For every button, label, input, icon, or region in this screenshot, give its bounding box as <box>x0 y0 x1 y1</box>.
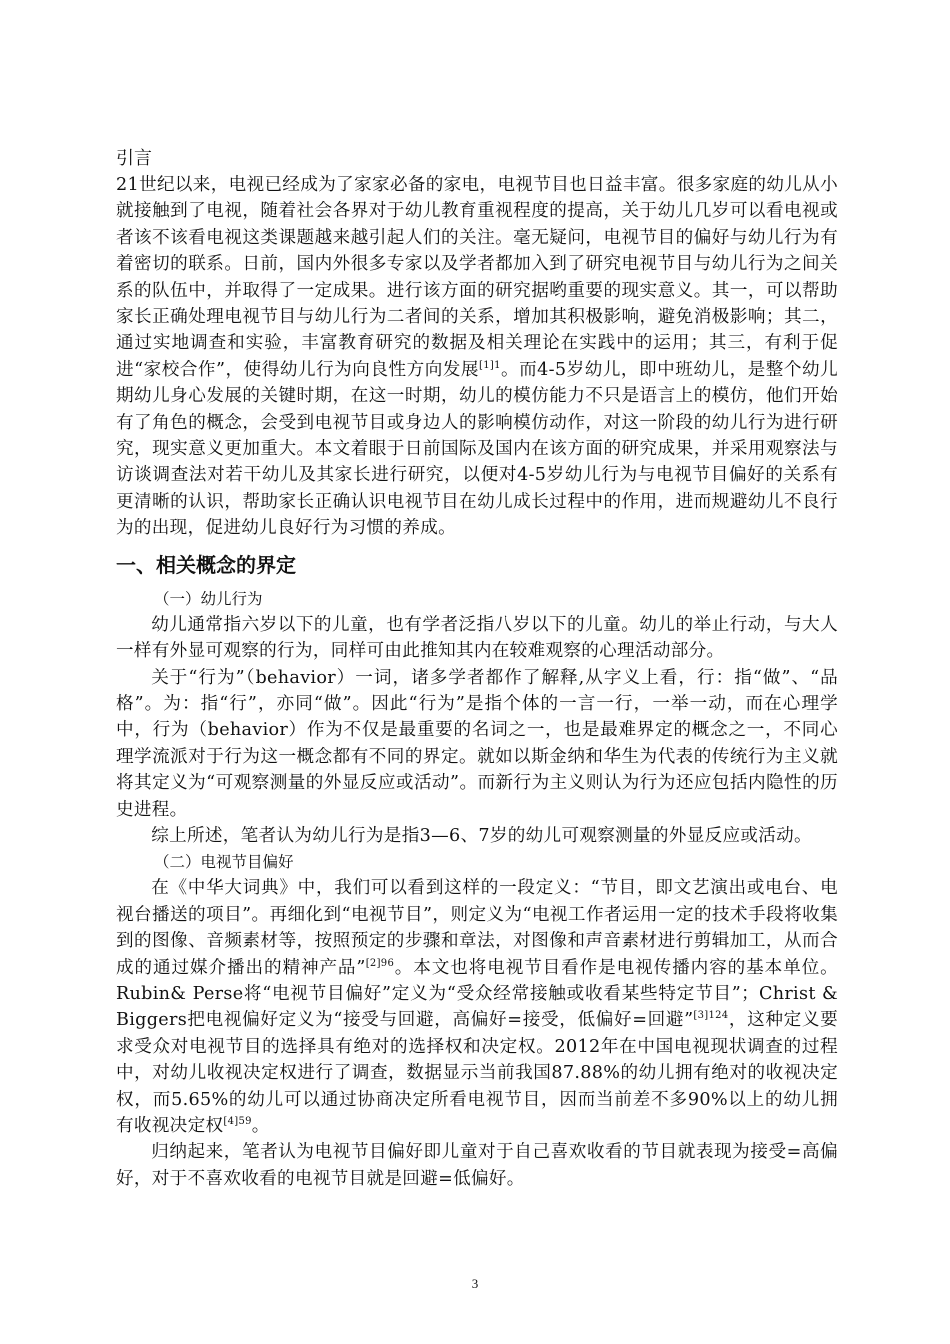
page-number: 3 <box>471 1276 479 1291</box>
subsection-heading-tv-preference: （二）电视节目偏好 <box>154 853 294 872</box>
page-content <box>116 146 838 1192</box>
child-behavior-paragraph-2: 关于“行为”（behavior）一词，诸多学者都作了解释,从字义上看，行：指“做”、“品格”。为：指“行”，亦同“做”。因此“行为”是指个体的一言一行，一举一动，而在心理学中，行为（behavior）作为不仅是最重要的名词之一，也是最难界定的概念之一，不同心理学流派对于行为这一概念都有不同的界定。就如以斯金纳和华生为代表的传统行为主义就将其定义为“可观察测量的外显反应或活动”。而新行为主义则认为行为还应包括内隐性的历史进程。 <box>116 667 838 820</box>
tv-preference-paragraph-2: 归纳起来，笔者认为电视节目偏好即儿童对于自己喜欢收看的节目就表现为接受=高偏好，对于不喜欢收看的电视节目就是回避=低偏好。 <box>116 1142 838 1189</box>
citation-2: [2]96 <box>365 957 395 969</box>
citation-3: [3]124 <box>693 1010 729 1022</box>
tv-pref-text-a: 在《中华大词典》中，我们可以看到这样的一段定义：“节目，即文艺演出或电台、电视台播送的项目”。再细化到“电视节目”，则定义为“电视工作者运用一定的技术手段将收集到的图像、音频素材等，按照预定的步骤和章法，对图像和声音素材进行剪辑加工，从而合成的通过媒介播出的精神产品” <box>116 878 838 978</box>
citation-1: [1]1 <box>479 359 501 371</box>
child-behavior-paragraph-1: 幼儿通常指六岁以下的儿童，也有学者泛指八岁以下的儿童。幼儿的举止行动，与大人一样有外显可观察的行为，同样可由此推知其内在较难观察的心理活动部分。 <box>116 614 838 662</box>
citation-4: [4]59 <box>223 1116 252 1128</box>
section-heading: 一、相关概念的界定 <box>116 552 296 577</box>
child-behavior-paragraph-3: 综上所述，笔者认为幼儿行为是指3—6、7岁的幼儿可观察测量的外显反应或活动。 <box>151 825 812 846</box>
tv-pref-text-b: 。本文也将电视节目看作是电视传播内容的基本单位。Rubin& Perse将“电视节目偏好”定义为“受众经常接触或收看某些特定节目”；Christ & Biggers把电视偏好定义为“接受与回避，高偏好=接受，低偏好=回避” <box>116 957 838 1031</box>
intro-text-part-b: 。而4-5岁幼儿，即中班幼儿，是整个幼儿期幼儿身心发展的关键时期，在这一时期，幼儿的模仿能力不只是语言上的模仿，他们开始有了角色的概念，会受到电视节目或身边人的影响模仿动作，对这一阶段的幼儿行为进行研究，现实意义更加重大。本文着眼于日前国际及国内在该方面的研究成果，并采用观察法与访谈调查法对若干幼儿及其家长进行研究，以便对4-5岁幼儿行为与电视节目偏好的关系有更清晰的认识，帮助家长正确认识电视节目在幼儿成长过程中的作用，进而规避幼儿不良行为的出现，促进幼儿良好行为习惯的养成。 <box>116 359 838 539</box>
tv-pref-text-c: ，这种定义要求受众对电视节目的选择具有绝对的选择权和决定权。2012年在中国电视现状调查的过程中，对幼儿收视决定权进行了调查，数据显示当前我国87.88%的幼儿拥有绝对的收视决定权，而5.65%的幼儿可以通过协商决定所看电视节目，因而当前差不多90%以上的幼儿拥有收视决定权 <box>116 1010 838 1136</box>
intro-paragraph <box>116 172 838 542</box>
tv-pref-text-d: 。 <box>251 1116 270 1136</box>
intro-text-part-a: 21世纪以来，电视已经成为了家家必备的家电，电视节目也日益丰富。很多家庭的幼儿从小就接触到了电视，随着社会各界对于幼儿教育重视程度的提高，关于幼儿几岁可以看电视或者该不该看电视这类课题越来越引起人们的关注。毫无疑问，电视节目的偏好与幼儿行为有着密切的联系。日前，国内外很多专家以及学者都加入到了研究电视节目与幼儿行为之间关系的队伍中，并取得了一定成果。进行该方面的研究据哟重要的现实意义。其一，可以帮助家长正确处理电视节目与幼儿行为二者间的关系，增加其积极影响，避免消极影响；其二，通过实地调查和实验，丰富教育研究的数据及相关理论在实践中的运用；其三，有利于促进“家校合作”，使得幼儿行为向良性方向发展 <box>116 175 838 380</box>
tv-preference-paragraph-1 <box>116 875 838 1139</box>
subsection-heading-child-behavior: （一）幼儿行为 <box>154 589 263 608</box>
intro-title: 引言 <box>116 148 152 169</box>
